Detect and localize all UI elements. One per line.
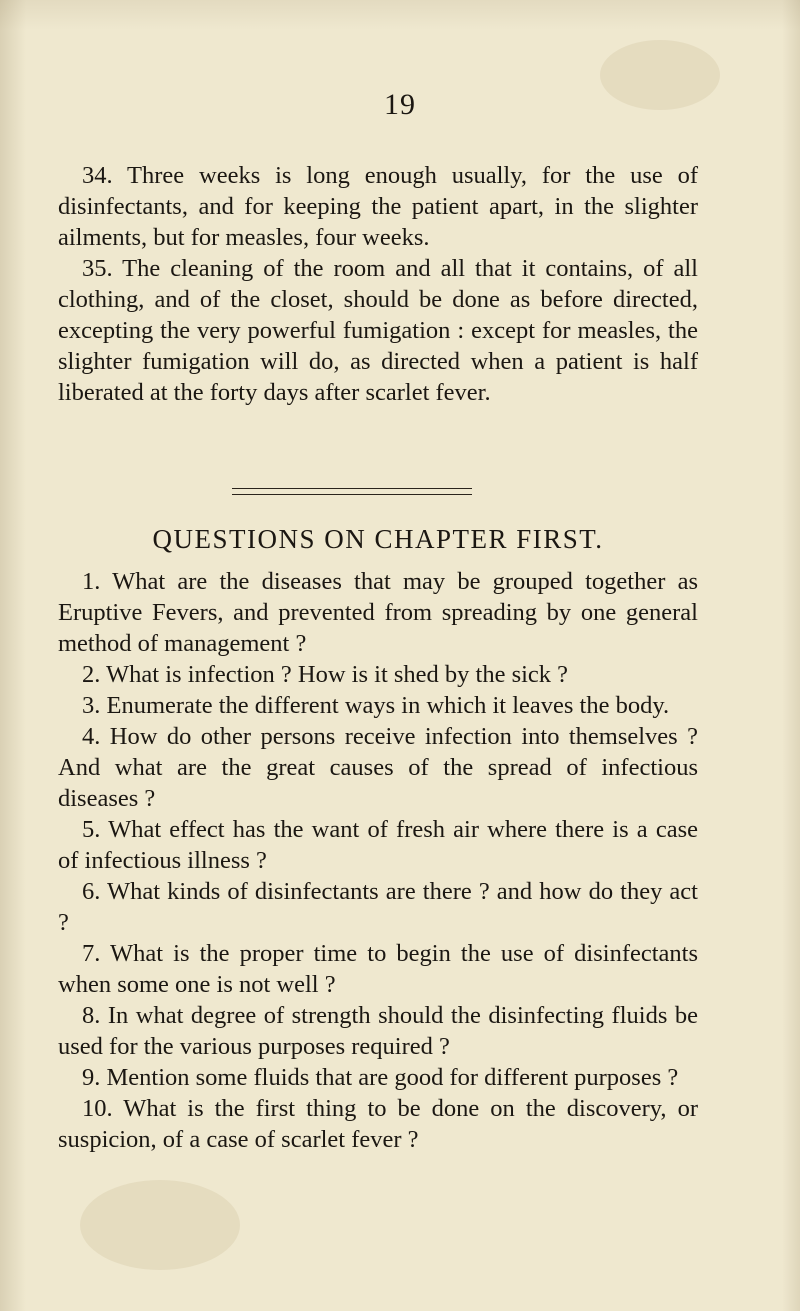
question-item: 6. What kinds of disinfectants are there ? and how do they act ? [58,878,698,936]
question-item: 7. What is the proper time to begin the use of disinfectants when some one is not well ? [58,940,698,998]
question-item: 10. What is the first thing to be done on the discovery, or suspicion, of a case of scarlet fever ? [58,1095,698,1153]
question-list [58,566,698,1155]
question-item: 1. What are the diseases that may be grouped together as Eruptive Fevers, and prevented from spreading by one general method of management ? [58,568,698,657]
question-item: 3. Enumerate the different ways in which it leaves the body. [82,692,670,719]
question-item: 2. What is infection ? How is it shed by the sick ? [82,661,569,688]
question-item: 5. What effect has the want of fresh air where there is a case of infectious illness ? [58,816,698,874]
page-number: 19 [384,88,416,121]
paragraph-34: 34. Three weeks is long enough usually, for the use of disinfectants, and for keeping the patient apart, in the slighter ailments, but for measles, four weeks. [58,162,698,251]
question-item: 8. In what degree of strength should the disinfecting fluids be used for the various purposes required ? [58,1002,698,1060]
section-heading: QUESTIONS ON CHAPTER FIRST. [152,524,604,554]
question-item: 9. Mention some fluids that are good for different purposes ? [82,1064,679,1091]
paragraph-35: 35. The cleaning of the room and all that it contains, of all clothing, and of the closet, should be done as before directed, excepting the very powerful fumigation : except for measles, the slighter fumigation will do, as directed when a patient is half liberated at the forty days after scarlet fever. [58,255,698,406]
paper-stain [600,40,720,110]
paper-stain [80,1180,240,1270]
section-divider [232,488,472,495]
question-item: 4. How do other persons receive infection into themselves ? And what are the great causes of the spread of infectious diseases ? [58,723,698,812]
body-text [58,160,698,408]
